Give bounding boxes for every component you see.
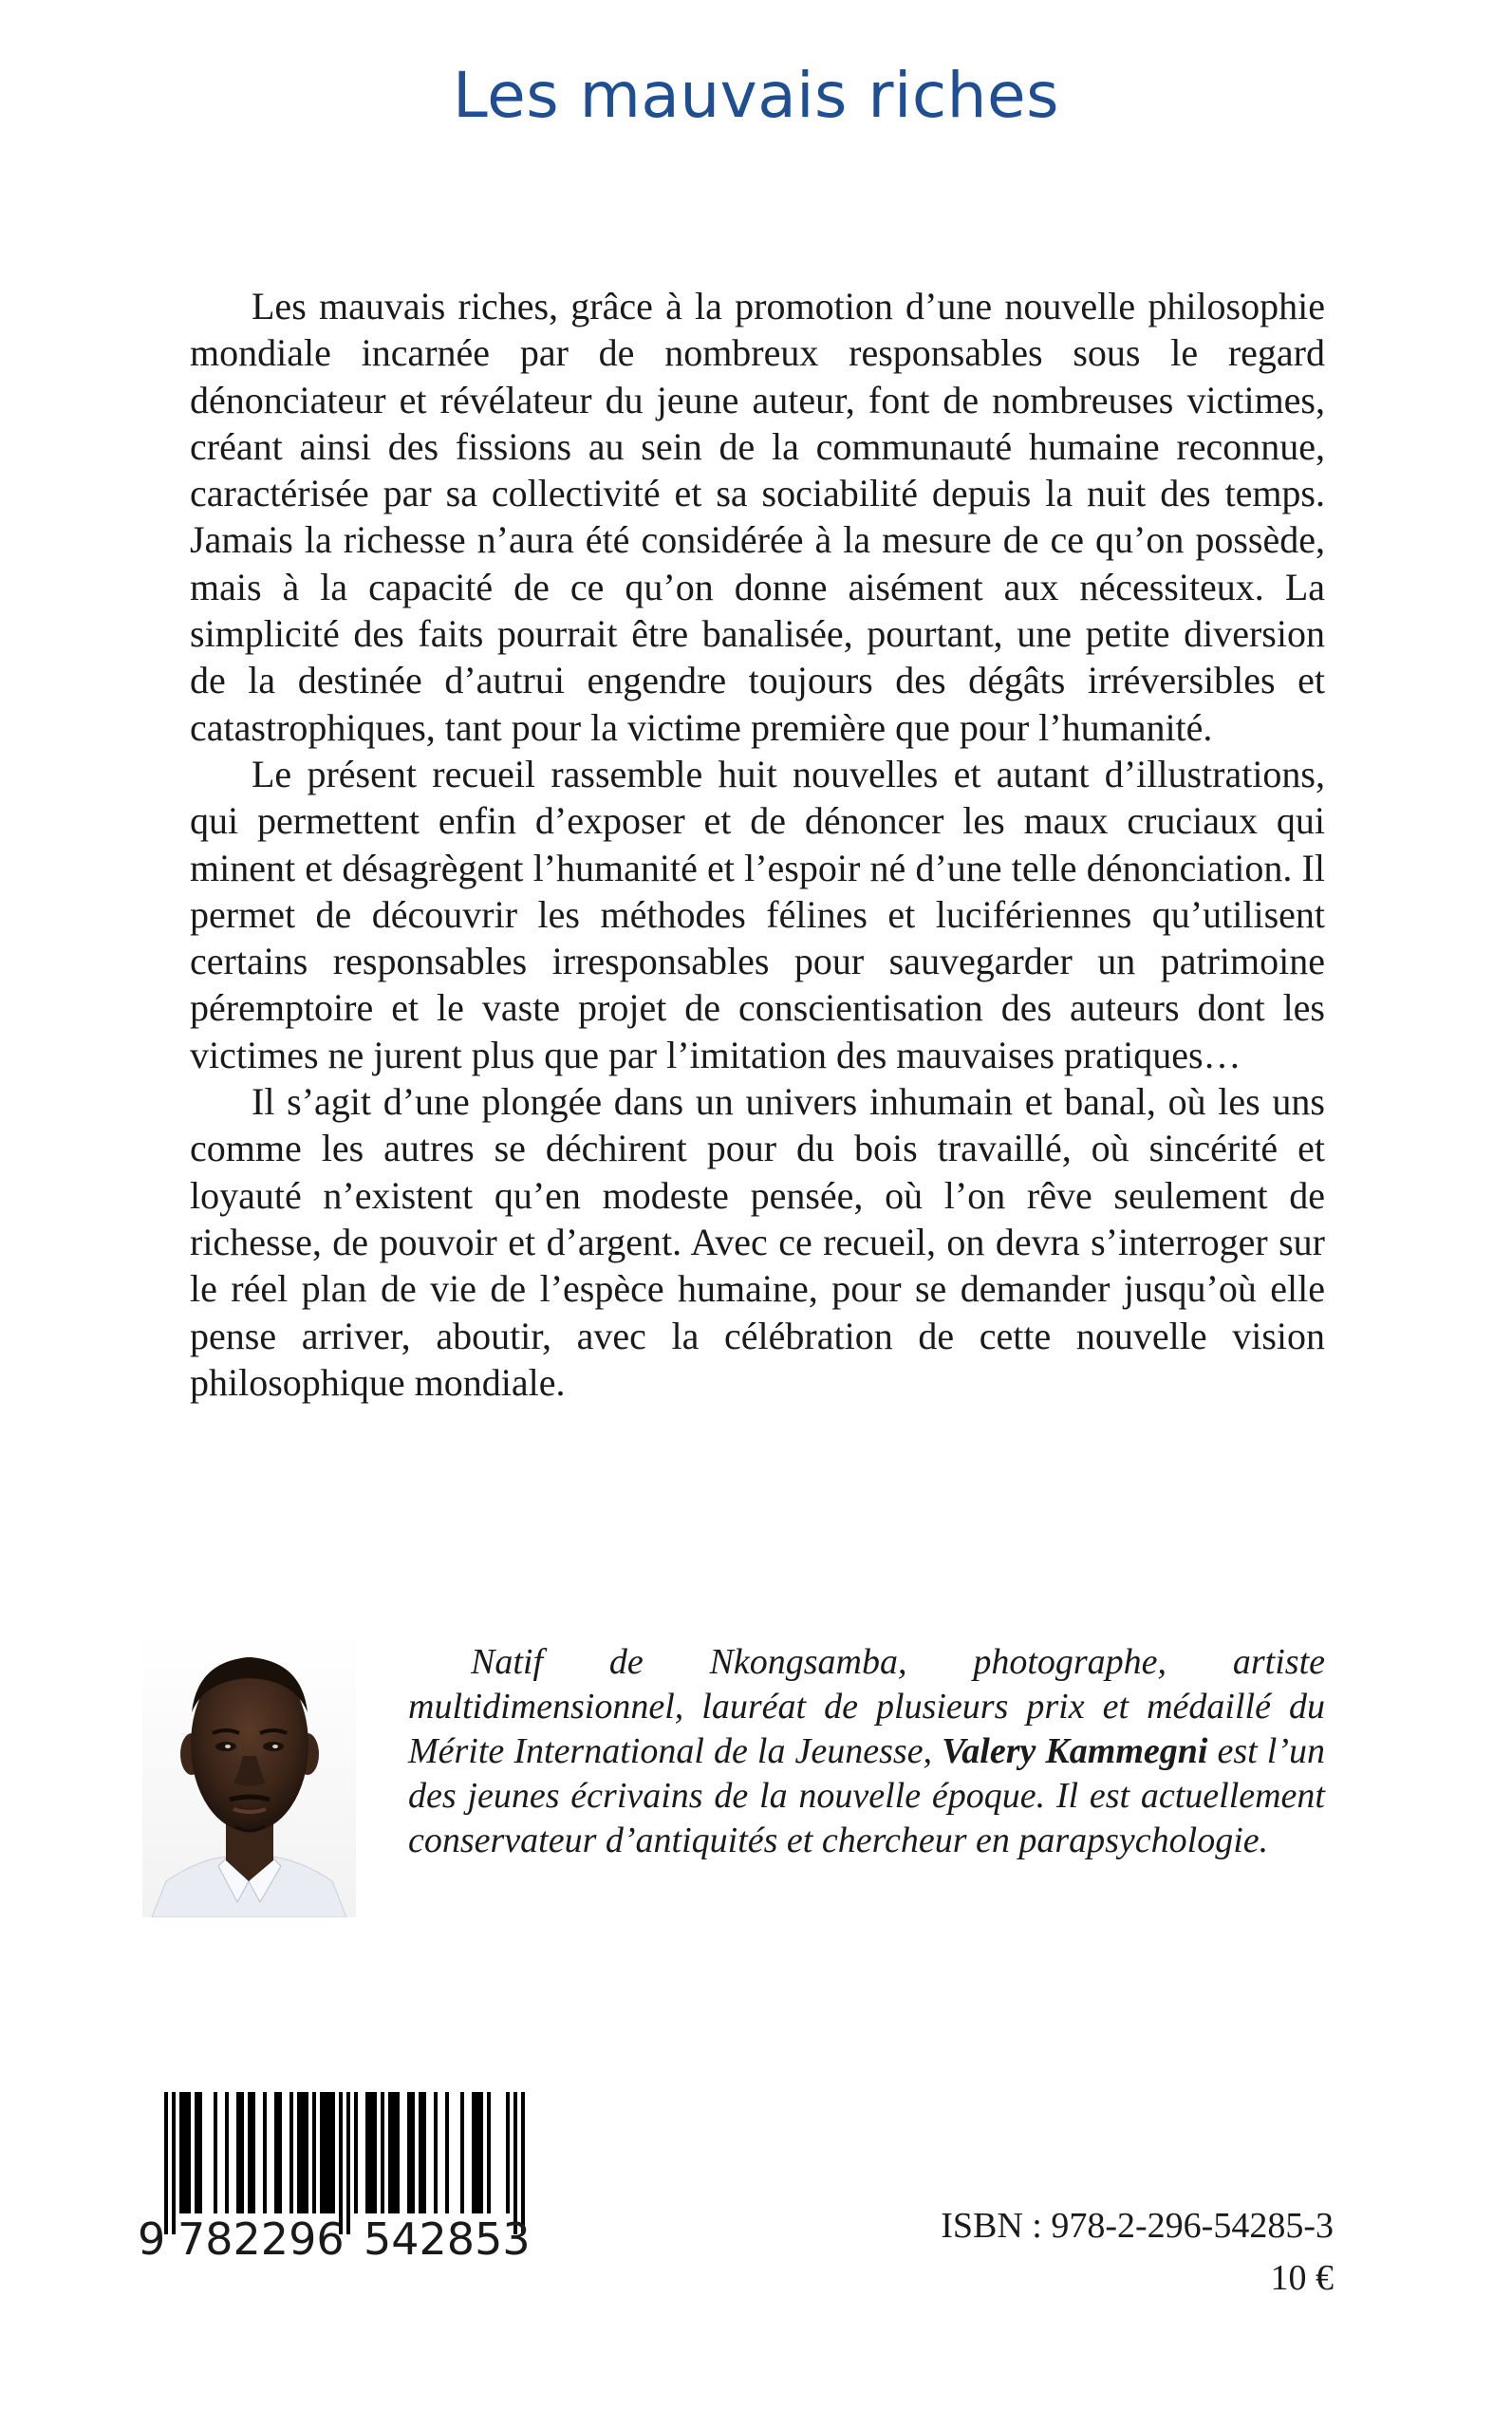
author-portrait (142, 1633, 356, 1917)
price: 10 € (1270, 2258, 1334, 2298)
barcode-digits (136, 2088, 553, 2269)
synopsis-paragraph-2: Le présent recueil rassemble huit nouvelles et autant d’illustrations, qui permettent enfin d’exposer et de dénoncer les maux cruciaux qui minent et désagrègent l’humanité et l’espoir né d’une telle dénonciation. Il permet de découvrir les méthodes félines et lucifériennes qu’utilisent certains responsables irresponsables pour sauvegarder un patrimoine péremptoire et le vaste projet de conscientisation des auteurs dont les victimes ne jurent plus que par l’imitation des mauvaises pratiques… (190, 752, 1325, 1076)
synopsis-paragraph-3: Il s’agit d’une plongée dans un univers inhumain et banal, où les uns comme les autres se déchirent pour du bois travaillé, où sincérité et loyauté n’existent qu’en modeste pensée, où l’on rêve seulement de richesse, de pouvoir et d’argent. Avec ce recueil, on devra s’interroger sur le réel plan de vie de l’espèce humaine, pour se demander jusqu’où elle pense arriver, aboutir, avec la célébration de cette nouvelle vision philosophique mondiale. (190, 1080, 1325, 1404)
barcode-right-group: 542853 (364, 2213, 531, 2265)
author-name: Valery Kammegni (942, 1731, 1208, 1771)
barcode (136, 2088, 553, 2269)
synopsis (190, 283, 1325, 1406)
isbn: ISBN : 978-2-296-54285-3 (941, 2206, 1334, 2246)
barcode-left-group: 782296 (177, 2213, 345, 2265)
author-bio (408, 1640, 1325, 1863)
author-section (142, 1633, 1325, 1917)
author-bio-after: est l’un des jeunes écrivains de la nouvelle époque. Il est actuellement conservateur d’antiquités et chercheur en parapsychologie. (408, 1731, 1325, 1860)
synopsis-paragraph-1: Les mauvais riches, grâce à la promotion d’une nouvelle philosophie mondiale incarnée par de nombreux responsables sous le regard dénonciateur et révélateur du jeune auteur, font de nombreuses victimes, créant ainsi des fissions au sein de la communauté humaine reconnue, caractérisée par sa collectivité et sa sociabilité depuis la nuit des temps. Jamais la richesse n’aura été considérée à la mesure de ce qu’on possède, mais à la capacité de ce qu’on donne aisément aux nécessiteux. La simplicité des faits pourrait être banalisée, pourtant, une petite diversion de la destinée d’autrui engendre toujours des dégâts irréversibles et catastrophiques, tant pour la victime première que pour l’humanité. (190, 285, 1325, 749)
barcode-first-digit: 9 (138, 2213, 166, 2265)
book-title: Les mauvais riches (453, 59, 1059, 132)
author-bio-before: Natif de Nkongsamba, photographe, artiste multidimensionnel, lauréat de plusieurs prix et médaillé du Mérite International de la Jeunesse, (408, 1642, 1325, 1771)
